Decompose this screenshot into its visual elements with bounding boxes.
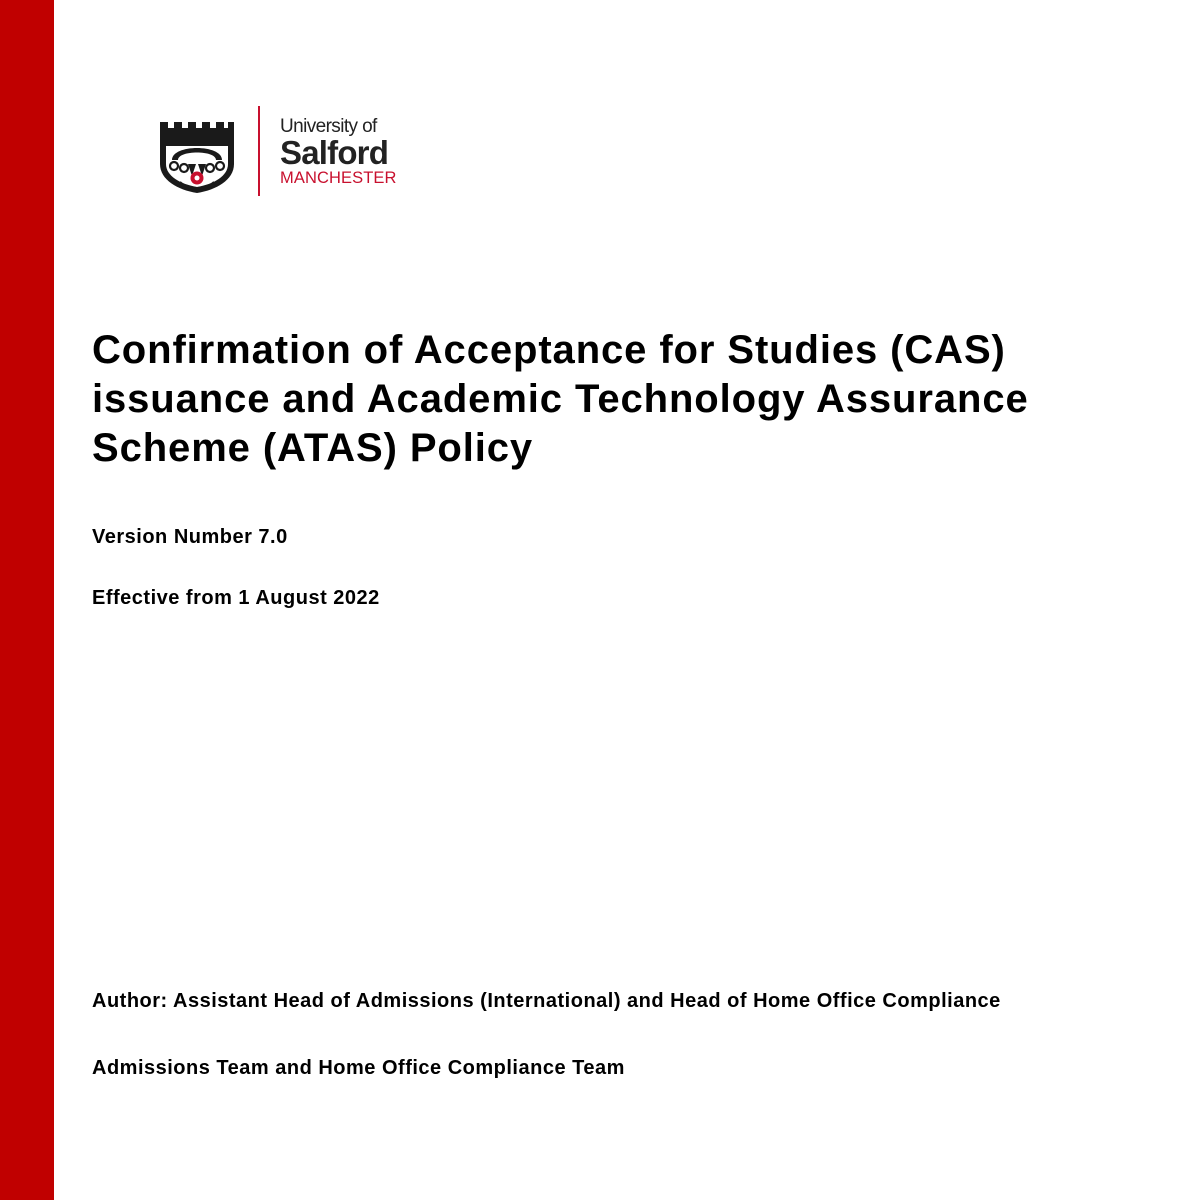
university-wordmark — [280, 116, 440, 188]
wordmark-university-of: University of — [280, 116, 377, 137]
left-accent-bar — [0, 0, 54, 1200]
document-title: Confirmation of Acceptance for Studies (CAS) issuance and Academic Technology Assurance Scheme (ATAS) Policy — [92, 328, 1029, 470]
document-team: Admissions Team and Home Office Compliance Team — [92, 1057, 625, 1079]
university-logo — [158, 106, 438, 198]
document-author: Author: Assistant Head of Admissions (International) and Head of Home Office Compliance — [92, 990, 1001, 1012]
logo-divider — [258, 106, 260, 196]
version-number: Version Number 7.0 — [92, 526, 288, 548]
university-crest-icon — [158, 120, 236, 194]
effective-date: Effective from 1 August 2022 — [92, 587, 380, 609]
wordmark-manchester: MANCHESTER — [280, 169, 397, 187]
wordmark-salford: Salford — [280, 134, 389, 171]
